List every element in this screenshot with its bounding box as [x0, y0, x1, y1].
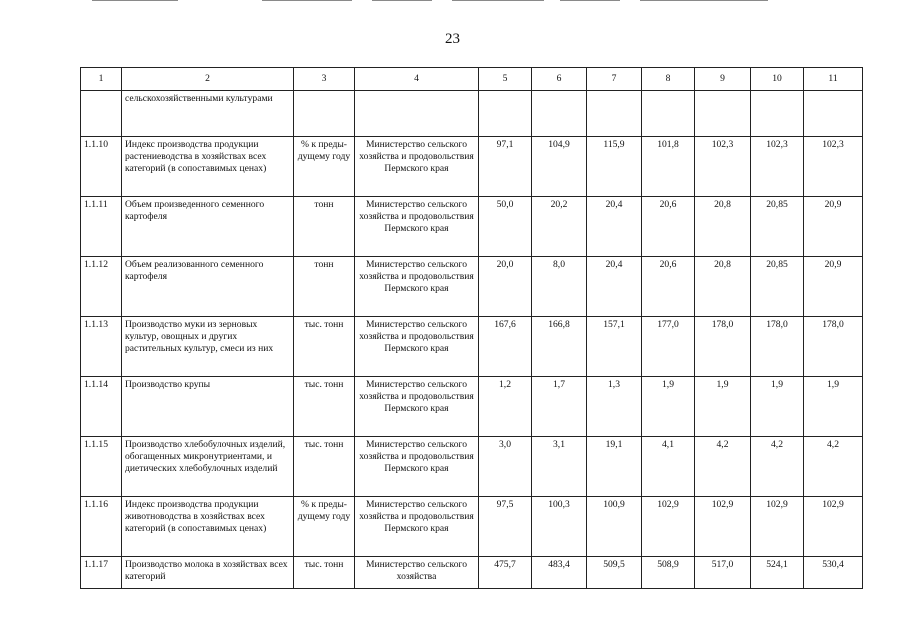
value-cell: 1,9	[804, 377, 863, 437]
unit-of-measure: тыс. тонн	[294, 437, 355, 497]
value-cell: 177,0	[642, 317, 695, 377]
empty-cell	[642, 91, 695, 137]
value-cell: 1,9	[642, 377, 695, 437]
unit-of-measure: % к преды-дущему году	[294, 497, 355, 557]
value-cell: 167,6	[479, 317, 532, 377]
indicator-name: Индекс производства продукции растениеводства в хозяйствах всех категорий (в сопоставимых ценах)	[122, 137, 294, 197]
table-row	[81, 137, 863, 197]
indicator-name: Производство муки из зерновых культур, овощных и других растительных культур, смеси из них	[122, 317, 294, 377]
empty-cell	[804, 91, 863, 137]
value-cell: 102,3	[804, 137, 863, 197]
value-cell: 530,4	[804, 557, 863, 589]
table-row	[81, 557, 863, 589]
indicator-name: Производство хлебобулочных изделий, обогащенных микронутриентами, и диетических хлебобулочных изделий	[122, 437, 294, 497]
table-row	[81, 197, 863, 257]
value-cell: 101,8	[642, 137, 695, 197]
value-cell: 102,9	[642, 497, 695, 557]
row-number: 1.1.11	[81, 197, 122, 257]
row-number: 1.1.14	[81, 377, 122, 437]
top-scan-rule	[0, 0, 905, 2]
value-cell: 100,9	[587, 497, 642, 557]
continuation-row	[81, 91, 863, 137]
header-cell: 2	[122, 68, 294, 91]
value-cell: 166,8	[532, 317, 587, 377]
responsible-body: Министерство сельского хозяйства и продовольствия Пермского края	[355, 497, 479, 557]
header-cell: 5	[479, 68, 532, 91]
value-cell: 102,3	[751, 137, 804, 197]
empty-cell	[355, 91, 479, 137]
value-cell: 3,1	[532, 437, 587, 497]
value-cell: 102,9	[751, 497, 804, 557]
value-cell: 1,9	[695, 377, 751, 437]
value-cell: 20,8	[695, 257, 751, 317]
empty-cell	[479, 91, 532, 137]
value-cell: 97,5	[479, 497, 532, 557]
value-cell: 1,9	[751, 377, 804, 437]
value-cell: 483,4	[532, 557, 587, 589]
value-cell: 20,9	[804, 197, 863, 257]
table-row	[81, 437, 863, 497]
row-number: 1.1.15	[81, 437, 122, 497]
header-cell: 11	[804, 68, 863, 91]
indicator-name: Производство молока в хозяйствах всех категорий	[122, 557, 294, 589]
value-cell: 8,0	[532, 257, 587, 317]
value-cell: 4,1	[642, 437, 695, 497]
row-number: 1.1.16	[81, 497, 122, 557]
value-cell: 178,0	[695, 317, 751, 377]
value-cell: 524,1	[751, 557, 804, 589]
value-cell: 178,0	[751, 317, 804, 377]
value-cell: 4,2	[751, 437, 804, 497]
responsible-body: Министерство сельского хозяйства и продовольствия Пермского края	[355, 137, 479, 197]
unit-of-measure: тонн	[294, 257, 355, 317]
value-cell: 19,1	[587, 437, 642, 497]
empty-cell	[695, 91, 751, 137]
row-number: 1.1.10	[81, 137, 122, 197]
value-cell: 20,4	[587, 257, 642, 317]
responsible-body: Министерство сельского хозяйства	[355, 557, 479, 589]
value-cell: 102,3	[695, 137, 751, 197]
table-row	[81, 317, 863, 377]
responsible-body: Министерство сельского хозяйства и продовольствия Пермского края	[355, 317, 479, 377]
empty-cell	[294, 91, 355, 137]
indicator-name: Объем произведенного семенного картофеля	[122, 197, 294, 257]
responsible-body: Министерство сельского хозяйства и продовольствия Пермского края	[355, 377, 479, 437]
responsible-body: Министерство сельского хозяйства и продовольствия Пермского края	[355, 437, 479, 497]
value-cell: 509,5	[587, 557, 642, 589]
header-cell: 8	[642, 68, 695, 91]
value-cell: 517,0	[695, 557, 751, 589]
empty-cell	[751, 91, 804, 137]
value-cell: 20,4	[587, 197, 642, 257]
continuation-text: сельскохозяйственными культурами	[122, 91, 294, 137]
page-number: 23	[445, 31, 460, 47]
value-cell: 115,9	[587, 137, 642, 197]
table-row	[81, 497, 863, 557]
value-cell: 20,8	[695, 197, 751, 257]
value-cell: 102,9	[695, 497, 751, 557]
value-cell: 4,2	[695, 437, 751, 497]
value-cell: 1,7	[532, 377, 587, 437]
value-cell: 178,0	[804, 317, 863, 377]
value-cell: 3,0	[479, 437, 532, 497]
header-cell: 10	[751, 68, 804, 91]
indicators-table	[80, 67, 863, 589]
value-cell: 475,7	[479, 557, 532, 589]
row-number: 1.1.13	[81, 317, 122, 377]
row-number: 1.1.17	[81, 557, 122, 589]
unit-of-measure: тыс. тонн	[294, 317, 355, 377]
value-cell: 20,6	[642, 257, 695, 317]
empty-cell	[81, 91, 122, 137]
value-cell: 100,3	[532, 497, 587, 557]
value-cell: 102,9	[804, 497, 863, 557]
responsible-body: Министерство сельского хозяйства и продовольствия Пермского края	[355, 197, 479, 257]
empty-cell	[587, 91, 642, 137]
value-cell: 1,2	[479, 377, 532, 437]
header-cell: 6	[532, 68, 587, 91]
value-cell: 104,9	[532, 137, 587, 197]
value-cell: 4,2	[804, 437, 863, 497]
value-cell: 20,6	[642, 197, 695, 257]
table-row	[81, 377, 863, 437]
value-cell: 20,85	[751, 197, 804, 257]
value-cell: 20,2	[532, 197, 587, 257]
value-cell: 20,9	[804, 257, 863, 317]
unit-of-measure: тыс. тонн	[294, 557, 355, 589]
row-number: 1.1.12	[81, 257, 122, 317]
indicator-name: Объем реализованного семенного картофеля	[122, 257, 294, 317]
header-cell: 3	[294, 68, 355, 91]
value-cell: 50,0	[479, 197, 532, 257]
unit-of-measure: % к преды-дущему году	[294, 137, 355, 197]
header-cell: 9	[695, 68, 751, 91]
header-cell: 7	[587, 68, 642, 91]
value-cell: 20,0	[479, 257, 532, 317]
responsible-body: Министерство сельского хозяйства и продовольствия Пермского края	[355, 257, 479, 317]
empty-cell	[532, 91, 587, 137]
header-cell: 1	[81, 68, 122, 91]
table-row	[81, 257, 863, 317]
value-cell: 508,9	[642, 557, 695, 589]
unit-of-measure: тонн	[294, 197, 355, 257]
value-cell: 1,3	[587, 377, 642, 437]
header-cell: 4	[355, 68, 479, 91]
table-body	[81, 68, 863, 589]
value-cell: 20,85	[751, 257, 804, 317]
value-cell: 157,1	[587, 317, 642, 377]
indicator-name: Производство крупы	[122, 377, 294, 437]
header-row	[81, 68, 863, 91]
value-cell: 97,1	[479, 137, 532, 197]
unit-of-measure: тыс. тонн	[294, 377, 355, 437]
indicator-name: Индекс производства продукции животноводства в хозяйствах всех категорий (в сопоставимых ценах)	[122, 497, 294, 557]
